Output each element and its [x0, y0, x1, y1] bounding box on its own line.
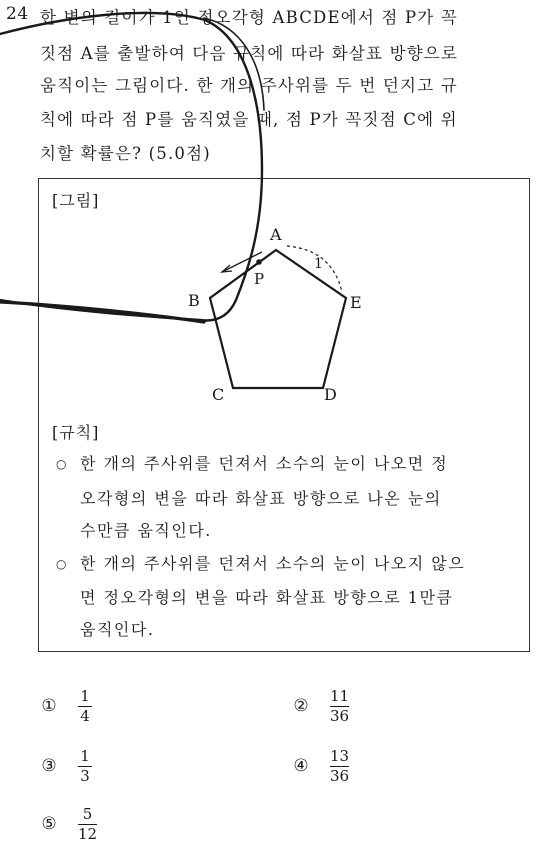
- figure-label: [그림]: [52, 191, 100, 210]
- choice-3-denominator: 3: [80, 766, 90, 785]
- choice-5-fraction: [78, 806, 97, 842]
- rule-bullet-1: ○: [56, 457, 67, 471]
- choice-3-numerator: 1: [80, 747, 90, 765]
- choice-4-fraction: [330, 748, 349, 784]
- side-length-label: 1: [314, 256, 323, 272]
- choice-5-denominator: 12: [78, 824, 98, 843]
- rule-2-line-2: 면 정오각형의 변을 따라 화살표 방향으로 1만큼: [80, 588, 454, 607]
- direction-arrow: [222, 252, 262, 272]
- choice-5[interactable]: [38, 806, 97, 842]
- question-line-4: 칙에 따라 점 P를 움직였을 때, 점 P가 꼭짓점 C에 위: [40, 110, 458, 129]
- choice-3[interactable]: [38, 748, 92, 784]
- choice-3-fraction: [78, 748, 92, 784]
- vertex-label-e: E: [350, 293, 362, 312]
- choice-4-number: ④: [293, 756, 309, 776]
- choice-2-denominator: 36: [330, 706, 350, 725]
- vertex-label-b: B: [188, 291, 200, 310]
- choice-1-number: ①: [41, 696, 57, 716]
- vertex-label-d: D: [324, 385, 337, 404]
- rule-1-line-2: 오각형의 변을 따라 화살표 방향으로 나온 눈의: [80, 489, 442, 508]
- vertex-label-c: C: [212, 385, 225, 404]
- choice-2-numerator: 11: [330, 687, 350, 705]
- rule-1-line-1: 한 개의 주사위를 던져서 소수의 눈이 나오면 정: [80, 454, 449, 473]
- question-line-2: 짓점 A를 출발하여 다음 규칙에 따라 화살표 방향으로: [40, 44, 459, 63]
- choice-2[interactable]: [290, 688, 349, 724]
- choice-4-denominator: 36: [330, 766, 350, 785]
- question-line-5: 치할 확률은? (5.0점): [40, 144, 211, 163]
- rule-bullet-2: ○: [56, 557, 67, 571]
- question-number: 24: [6, 4, 29, 24]
- rule-1-line-3: 수만큼 움직인다.: [80, 521, 212, 540]
- arrow-head: [222, 265, 232, 272]
- rule-2-line-1: 한 개의 주사위를 던져서 소수의 눈이 나오지 않으: [80, 554, 466, 573]
- choice-3-number: ③: [41, 756, 57, 776]
- question-line-1: 한 변의 길이가 1인 정오각형 ABCDE에서 점 P가 꼭: [40, 8, 459, 27]
- point-label-p: P: [254, 270, 265, 288]
- rules-label: [규칙]: [52, 423, 100, 442]
- choice-5-numerator: 5: [82, 805, 93, 823]
- choice-1-denominator: 4: [80, 706, 90, 725]
- question-line-3: 움직이는 그림이다. 한 개의 주사위를 두 번 던지고 규: [40, 76, 458, 95]
- choice-1-fraction: [78, 688, 92, 724]
- choice-5-number: ⑤: [41, 814, 57, 834]
- choice-4[interactable]: [290, 748, 349, 784]
- choice-4-numerator: 13: [330, 747, 350, 765]
- vertex-label-a: A: [270, 225, 282, 244]
- choice-2-number: ②: [293, 696, 309, 716]
- choice-1-numerator: 1: [80, 687, 90, 705]
- rule-2-line-3: 움직인다.: [80, 620, 155, 639]
- point-p-dot: [256, 259, 262, 265]
- choice-1[interactable]: [38, 688, 92, 724]
- choice-2-fraction: [330, 688, 349, 724]
